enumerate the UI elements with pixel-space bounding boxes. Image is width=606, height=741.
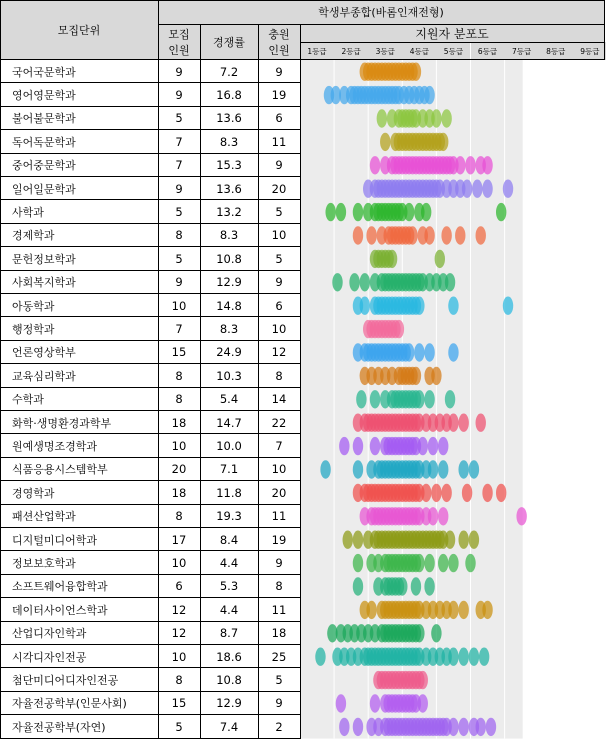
row-rate: 13.2 — [216, 205, 242, 220]
data-point — [476, 718, 486, 736]
row-recruit: 12 — [171, 602, 187, 617]
row-name: 국어국문학과 — [12, 65, 76, 79]
row-rate: 19.3 — [216, 509, 242, 524]
data-point — [438, 133, 448, 151]
row-rate: 8.7 — [219, 626, 239, 641]
row-border — [0, 387, 300, 388]
row-extra: 12 — [271, 345, 287, 360]
data-point — [482, 180, 492, 198]
data-point — [320, 460, 330, 478]
data-point — [516, 507, 526, 525]
row-name: 불어불문학과 — [12, 112, 76, 126]
row-rate: 10.8 — [216, 251, 242, 266]
row-recruit: 9 — [175, 88, 183, 103]
data-point — [353, 554, 363, 572]
x-tick-label: 6등급 — [471, 42, 505, 60]
data-point — [397, 577, 407, 595]
data-point — [465, 554, 475, 572]
data-point — [325, 203, 335, 221]
data-point — [431, 484, 441, 502]
data-point — [482, 156, 492, 174]
data-point — [469, 531, 479, 549]
data-point — [438, 437, 448, 455]
data-point — [411, 367, 421, 385]
row-extra: 25 — [271, 649, 287, 664]
data-point — [370, 694, 380, 712]
data-point — [407, 226, 417, 244]
row-name: 경영학과 — [12, 486, 55, 500]
row-rate: 7.4 — [219, 719, 239, 734]
border-header-bottom — [0, 59, 604, 60]
row-name: 사회복지학과 — [12, 276, 76, 290]
row-rate: 7.1 — [219, 462, 239, 477]
border-col-recruit — [200, 24, 201, 739]
header-extra-line1: 충원 — [268, 28, 290, 41]
row-recruit: 20 — [171, 462, 187, 477]
row-rate: 14.7 — [216, 415, 242, 430]
row-border — [0, 199, 300, 200]
data-point — [370, 437, 380, 455]
row-border — [0, 293, 300, 294]
row-extra: 11 — [271, 602, 287, 617]
data-point — [496, 203, 506, 221]
data-point — [428, 507, 438, 525]
data-point — [336, 203, 346, 221]
row-name: 화학·생명환경과학부 — [12, 416, 112, 430]
row-border — [0, 504, 300, 505]
data-point — [448, 554, 458, 572]
row-rate: 18.6 — [216, 649, 242, 664]
row-border — [0, 106, 300, 107]
row-border — [0, 176, 300, 177]
row-border — [0, 433, 300, 434]
data-point — [404, 203, 414, 221]
row-extra: 9 — [275, 64, 283, 79]
data-point — [431, 367, 441, 385]
header-extra — [258, 24, 300, 60]
data-point — [458, 601, 468, 619]
row-extra: 9 — [275, 556, 283, 571]
row-name: 일어일문학과 — [12, 182, 76, 196]
row-rate: 8.3 — [219, 134, 239, 149]
data-point — [496, 484, 506, 502]
row-recruit: 8 — [175, 228, 183, 243]
data-point — [424, 343, 434, 361]
data-point — [404, 343, 414, 361]
row-recruit: 8 — [175, 392, 183, 407]
row-name: 중어중문학과 — [12, 159, 76, 173]
border-left — [0, 0, 1, 739]
data-point — [315, 648, 325, 666]
row-name: 영어영문학과 — [12, 89, 76, 103]
row-extra: 20 — [271, 485, 287, 500]
data-point — [353, 460, 363, 478]
row-name: 경제학과 — [12, 229, 55, 243]
row-extra: 5 — [275, 673, 283, 688]
data-point — [458, 460, 468, 478]
border-col-extra — [300, 24, 301, 739]
data-point — [448, 718, 458, 736]
data-point — [455, 226, 465, 244]
row-recruit: 10 — [171, 649, 187, 664]
row-border — [0, 457, 300, 458]
row-recruit: 8 — [175, 509, 183, 524]
data-point — [448, 648, 458, 666]
data-point — [448, 601, 458, 619]
row-name: 언론영상학부 — [12, 346, 76, 360]
data-point — [353, 531, 363, 549]
x-tick-label: 3등급 — [368, 42, 402, 60]
row-name: 교육심리학과 — [12, 369, 76, 383]
row-border — [0, 550, 300, 551]
data-point — [332, 273, 342, 291]
row-extra: 10 — [271, 322, 287, 337]
data-point — [360, 273, 370, 291]
row-recruit: 17 — [171, 532, 187, 547]
row-recruit: 10 — [171, 439, 187, 454]
data-point — [339, 437, 349, 455]
row-extra: 19 — [271, 88, 287, 103]
row-rate: 12.9 — [216, 275, 242, 290]
data-point — [353, 577, 363, 595]
header-recruit — [158, 24, 200, 60]
data-point — [418, 671, 428, 689]
row-border — [0, 410, 300, 411]
data-point — [424, 577, 434, 595]
data-point — [458, 718, 468, 736]
data-point — [438, 554, 448, 572]
data-point — [469, 460, 479, 478]
data-point — [448, 297, 458, 315]
data-point — [424, 554, 434, 572]
header-group: 학생부종합(바롬인재전형) — [158, 0, 604, 24]
row-name: 원예생명조경학과 — [12, 440, 98, 454]
row-border — [0, 691, 300, 692]
row-rate: 5.4 — [219, 392, 239, 407]
row-rate: 15.3 — [216, 158, 242, 173]
row-recruit: 18 — [171, 485, 187, 500]
header-rate: 경쟁률 — [200, 24, 258, 60]
row-extra: 5 — [275, 251, 283, 266]
data-point — [438, 460, 448, 478]
row-extra: 9 — [275, 696, 283, 711]
row-recruit: 5 — [175, 111, 183, 126]
row-extra: 18 — [271, 626, 287, 641]
data-point — [377, 109, 387, 127]
row-name: 식품응용시스템학부 — [12, 463, 108, 477]
row-recruit: 9 — [175, 64, 183, 79]
data-point — [428, 437, 438, 455]
row-rate: 5.3 — [219, 579, 239, 594]
row-extra: 6 — [275, 111, 283, 126]
row-extra: 11 — [271, 509, 287, 524]
row-rate: 7.2 — [219, 64, 239, 79]
row-extra: 9 — [275, 275, 283, 290]
row-name: 소프트웨어융합학과 — [12, 580, 108, 594]
header-extra-line2: 인원 — [268, 44, 290, 57]
row-recruit: 18 — [171, 415, 187, 430]
row-rate: 16.8 — [216, 88, 242, 103]
row-extra: 11 — [271, 134, 287, 149]
x-tick-label: 5등급 — [436, 42, 470, 60]
row-rate: 10.8 — [216, 673, 242, 688]
data-point — [353, 203, 363, 221]
data-point — [435, 250, 445, 268]
row-name: 수학과 — [12, 393, 44, 407]
data-point — [486, 718, 496, 736]
row-border — [0, 597, 300, 598]
row-name: 행정학과 — [12, 323, 55, 337]
data-point — [339, 718, 349, 736]
row-border — [0, 714, 300, 715]
data-point — [414, 554, 424, 572]
row-recruit: 5 — [175, 251, 183, 266]
row-recruit: 5 — [175, 205, 183, 220]
data-point — [479, 648, 489, 666]
data-point — [421, 484, 431, 502]
x-tick-label: 1등급 — [300, 42, 334, 60]
data-point — [503, 180, 513, 198]
row-name: 정보보호학과 — [12, 557, 76, 571]
row-name: 첨단미디어디자인전공 — [12, 674, 119, 688]
row-extra: 22 — [271, 415, 287, 430]
data-point — [418, 437, 428, 455]
row-recruit: 8 — [175, 673, 183, 688]
data-point — [360, 297, 370, 315]
data-point — [370, 390, 380, 408]
data-point — [448, 343, 458, 361]
row-border — [0, 574, 300, 575]
row-recruit: 7 — [175, 322, 183, 337]
data-point — [465, 156, 475, 174]
data-point — [418, 694, 428, 712]
data-point — [366, 601, 376, 619]
row-recruit: 10 — [171, 556, 187, 571]
data-point — [414, 297, 424, 315]
data-point — [458, 648, 468, 666]
data-point — [441, 226, 451, 244]
row-extra: 8 — [275, 368, 283, 383]
row-name: 문헌정보학과 — [12, 252, 76, 266]
row-rate: 10.3 — [216, 368, 242, 383]
data-point — [458, 414, 468, 432]
row-border — [0, 363, 300, 364]
row-extra: 5 — [275, 205, 283, 220]
data-point — [349, 273, 359, 291]
row-border — [0, 270, 300, 271]
data-point — [445, 390, 455, 408]
data-point — [472, 180, 482, 198]
row-recruit: 7 — [175, 158, 183, 173]
data-point — [366, 226, 376, 244]
row-name: 아동학과 — [12, 299, 55, 313]
row-recruit: 5 — [175, 719, 183, 734]
row-border — [0, 129, 300, 130]
data-point — [455, 156, 465, 174]
border-right — [604, 0, 605, 60]
row-rate: 8.3 — [219, 322, 239, 337]
data-point — [411, 62, 421, 80]
row-recruit: 12 — [171, 626, 187, 641]
data-point — [445, 273, 455, 291]
row-rate: 12.9 — [216, 696, 242, 711]
row-border — [0, 667, 300, 668]
row-name: 시각디자인전공 — [12, 650, 87, 664]
data-point — [458, 531, 468, 549]
data-point — [424, 86, 434, 104]
row-rate: 4.4 — [219, 556, 239, 571]
data-point — [336, 694, 346, 712]
header-unit: 모집단위 — [0, 0, 158, 60]
row-recruit: 9 — [175, 181, 183, 196]
data-point — [394, 320, 404, 338]
row-border — [0, 621, 300, 622]
header-recruit-line2: 인원 — [168, 44, 190, 57]
row-extra: 10 — [271, 228, 287, 243]
row-extra: 14 — [271, 392, 287, 407]
data-point — [431, 109, 441, 127]
row-name: 독어독문학과 — [12, 135, 76, 149]
row-rate: 14.8 — [216, 298, 242, 313]
row-rate: 13.6 — [216, 181, 242, 196]
row-rate: 8.4 — [219, 532, 239, 547]
row-rate: 8.3 — [219, 228, 239, 243]
data-point — [431, 624, 441, 642]
row-recruit: 10 — [171, 298, 187, 313]
row-extra: 6 — [275, 298, 283, 313]
row-recruit: 6 — [175, 579, 183, 594]
row-name: 자율전공학부(인문사회) — [12, 697, 127, 711]
row-name: 디지털미디어학과 — [12, 533, 98, 547]
data-point — [353, 718, 363, 736]
row-name: 패션산업학과 — [12, 510, 76, 524]
data-point — [441, 484, 451, 502]
data-point — [414, 343, 424, 361]
data-point — [469, 648, 479, 666]
data-point — [356, 390, 366, 408]
row-rate: 13.6 — [216, 111, 242, 126]
border-bottom — [0, 738, 300, 739]
data-point — [441, 109, 451, 127]
border-col-unit — [158, 0, 159, 739]
x-tick-label: 9등급 — [573, 42, 606, 60]
border-col-rate — [258, 24, 259, 739]
row-extra: 8 — [275, 579, 283, 594]
data-point — [448, 414, 458, 432]
row-extra: 2 — [275, 719, 283, 734]
x-tick-label: 4등급 — [402, 42, 436, 60]
data-point — [482, 484, 492, 502]
data-point — [476, 226, 486, 244]
header-dist: 지원자 분포도 — [300, 24, 604, 42]
data-point — [424, 226, 434, 244]
row-border — [0, 246, 300, 247]
data-point — [387, 250, 397, 268]
row-recruit: 9 — [175, 275, 183, 290]
data-point — [353, 226, 363, 244]
row-rate: 24.9 — [216, 345, 242, 360]
header-recruit-line1: 모집 — [168, 28, 190, 41]
row-name: 자율전공학부(자연) — [12, 720, 106, 734]
row-extra: 10 — [271, 462, 287, 477]
data-point — [428, 460, 438, 478]
border-top — [0, 0, 604, 1]
row-border — [0, 82, 300, 83]
data-point — [353, 437, 363, 455]
row-border — [0, 340, 300, 341]
row-border — [0, 223, 300, 224]
data-point — [482, 601, 492, 619]
row-rate: 4.4 — [219, 602, 239, 617]
data-point — [411, 577, 421, 595]
data-point — [380, 133, 390, 151]
row-recruit: 15 — [171, 696, 187, 711]
row-extra: 20 — [271, 181, 287, 196]
x-tick-label: 8등급 — [539, 42, 573, 60]
row-extra: 19 — [271, 532, 287, 547]
row-border — [0, 527, 300, 528]
x-tick-label: 2등급 — [334, 42, 368, 60]
data-point — [462, 180, 472, 198]
row-name: 데이터사이언스학과 — [12, 603, 108, 617]
row-border — [0, 153, 300, 154]
row-rate: 11.8 — [216, 485, 242, 500]
row-recruit: 15 — [171, 345, 187, 360]
row-recruit: 8 — [175, 368, 183, 383]
data-point — [370, 156, 380, 174]
data-point — [438, 507, 448, 525]
row-recruit: 7 — [175, 134, 183, 149]
row-border — [0, 480, 300, 481]
data-point — [476, 414, 486, 432]
row-extra: 7 — [275, 439, 283, 454]
row-rate: 10.0 — [216, 439, 242, 454]
border-dist-title — [300, 42, 604, 43]
data-point — [343, 531, 353, 549]
row-border — [0, 316, 300, 317]
data-point — [414, 624, 424, 642]
row-name: 사학과 — [12, 206, 44, 220]
data-point — [445, 531, 455, 549]
data-point — [421, 203, 431, 221]
x-tick-label: 7등급 — [505, 42, 539, 60]
data-point — [462, 484, 472, 502]
row-name: 산업디자인학과 — [12, 627, 87, 641]
row-extra: 9 — [275, 158, 283, 173]
data-point — [503, 297, 513, 315]
row-border — [0, 644, 300, 645]
data-point — [424, 390, 434, 408]
border-header-group — [158, 24, 604, 25]
data-point — [414, 390, 424, 408]
